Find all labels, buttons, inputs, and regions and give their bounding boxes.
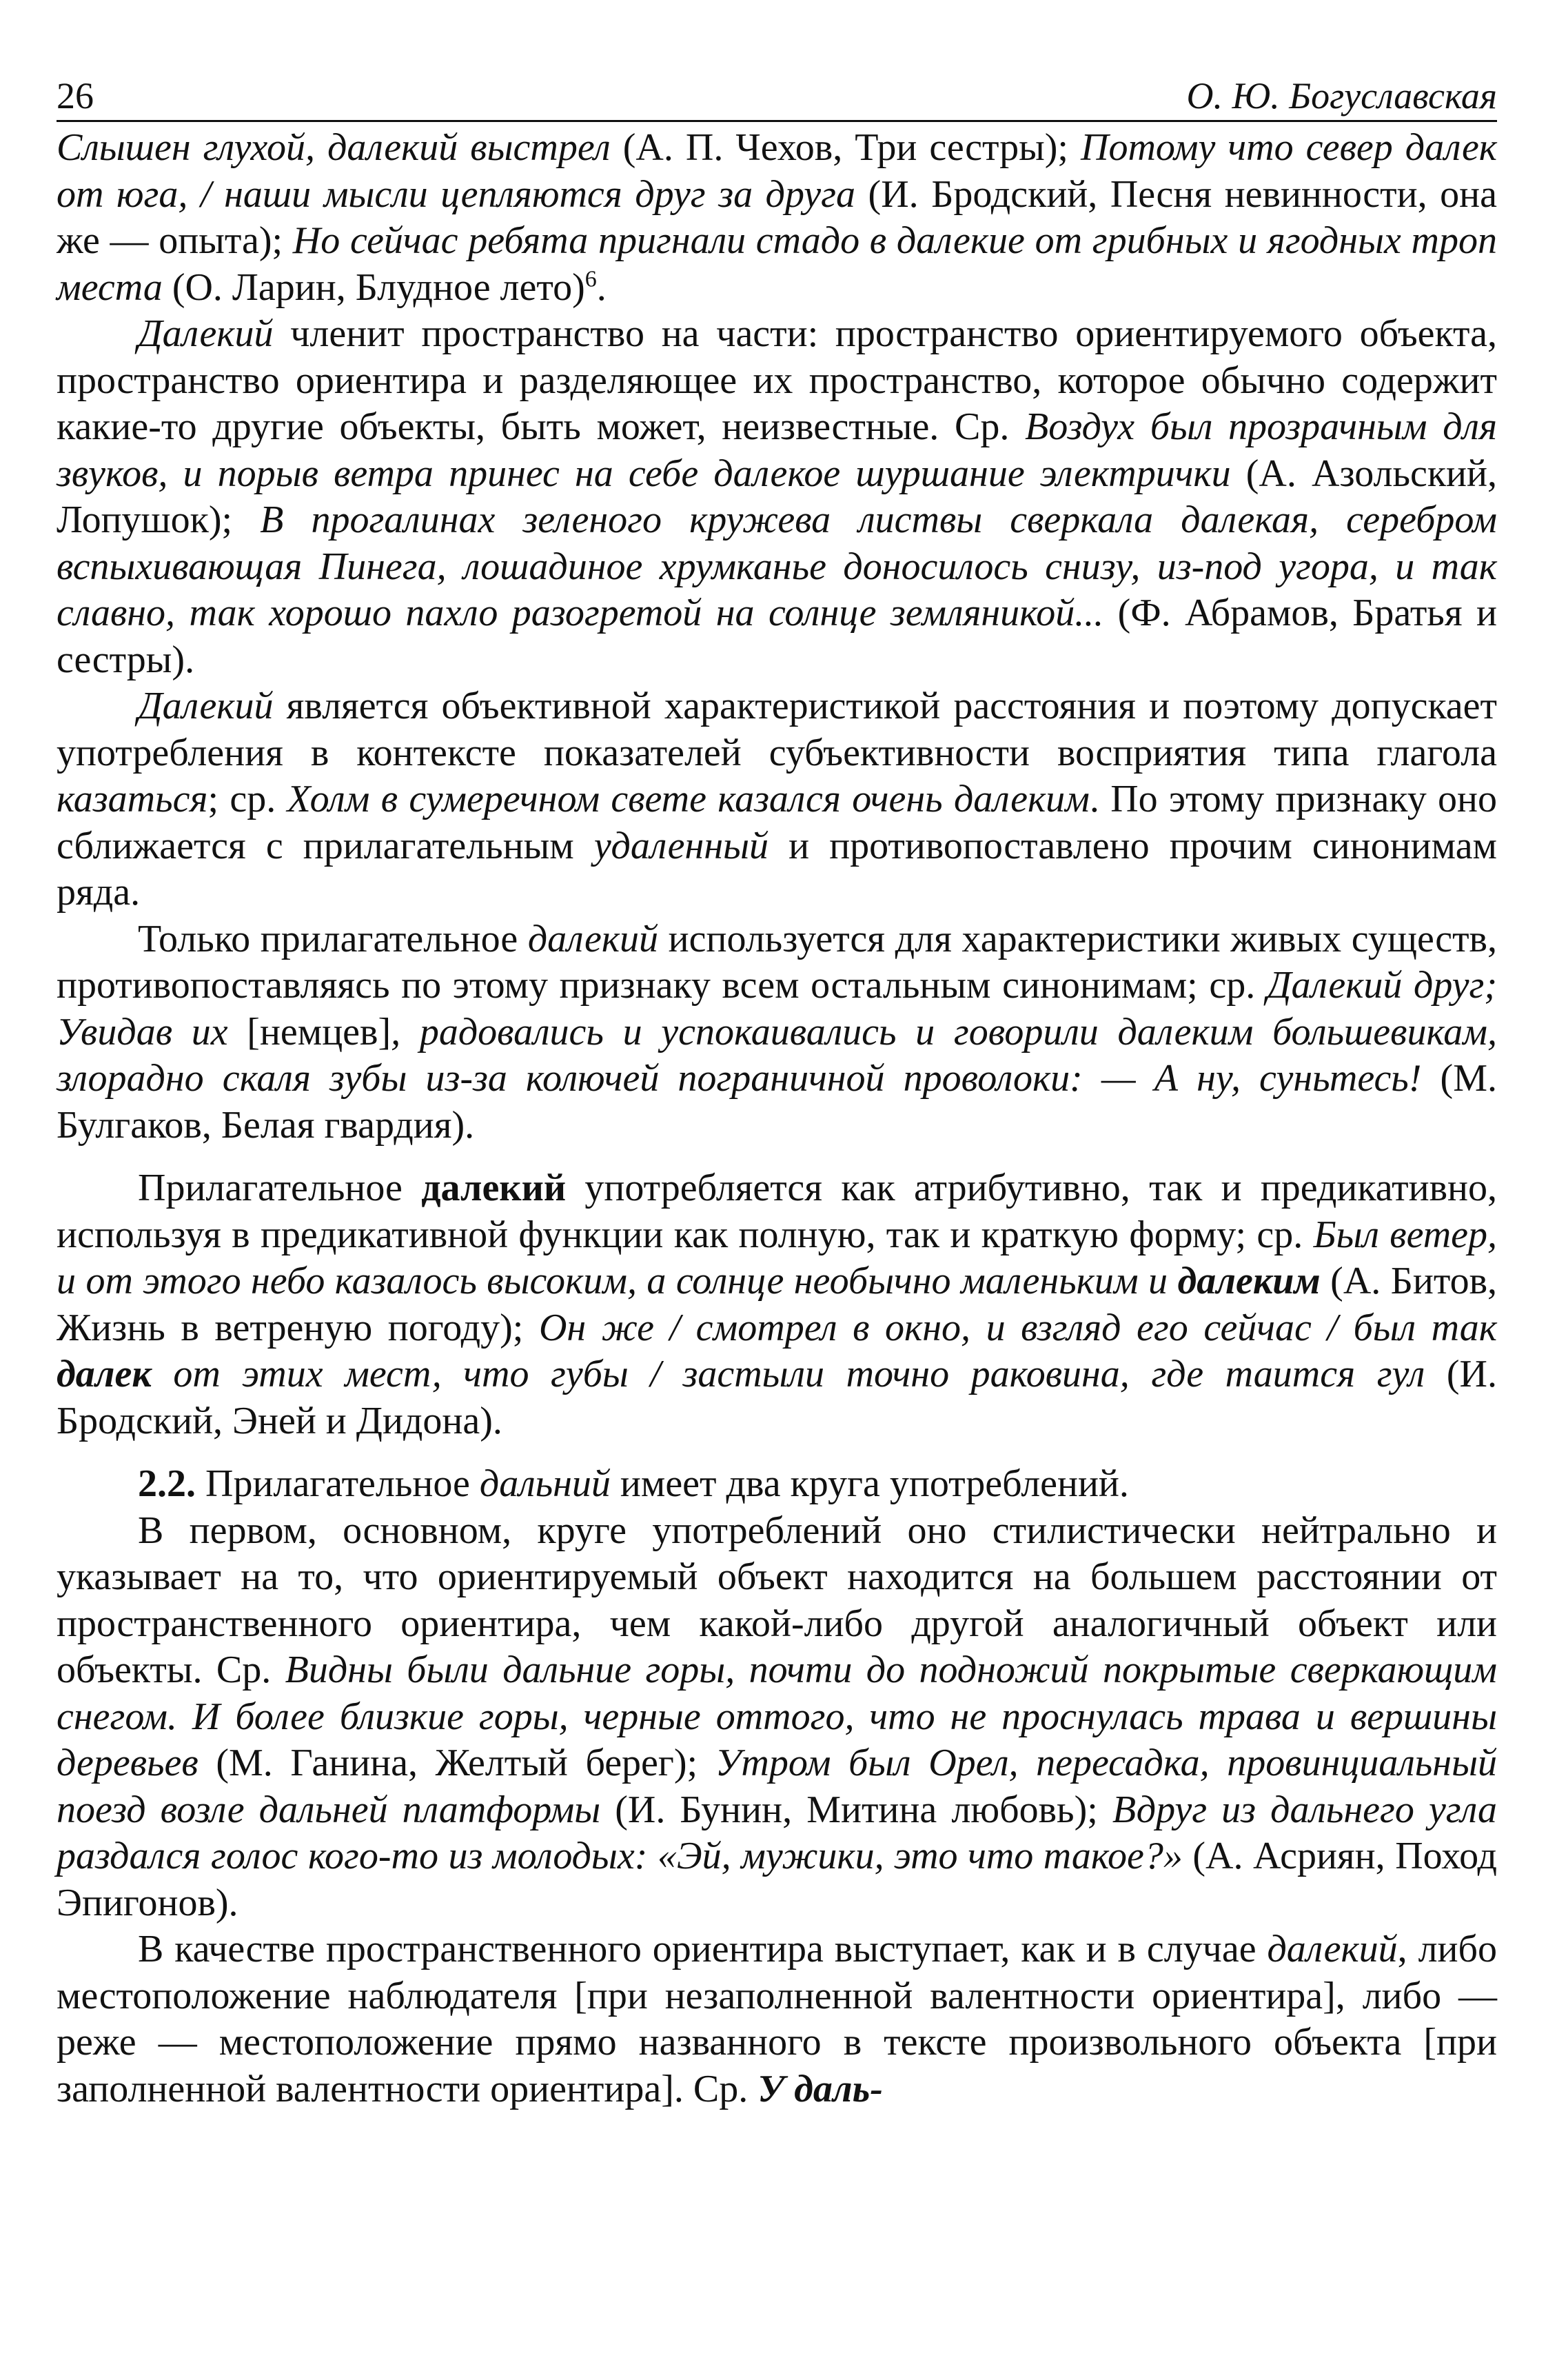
- quote: Слышен глухой, далекий выстрел: [57, 126, 611, 169]
- quote: , радовались и успокаивались и говорили далеким большевикам, злорадно скаля зубы из-за колючей пограничной проволоки: — А ну, суньтесь!: [57, 1010, 1498, 1100]
- quote: Он же / смотрел в окно, и взгляд его сейчас / был так: [538, 1306, 1497, 1349]
- citation: (М. Булгаков, Белая гвардия).: [57, 1057, 1497, 1147]
- quote: от этих мест, что губы / застыли точно раковина, где таится гул: [151, 1353, 1425, 1395]
- term: далекий: [421, 1167, 567, 1209]
- term: далекий: [527, 917, 659, 960]
- term: Далекий: [138, 312, 274, 355]
- quote: Потому что север далек от юга, / наши мысли цепляются друг за друга: [57, 126, 1497, 216]
- paragraph-8: [57, 1926, 1497, 2112]
- citation: (А. Асриян, Поход Эпигонов).: [57, 1835, 1497, 1924]
- citation: (Ф. Абрамов, Братья и сестры).: [57, 592, 1497, 681]
- text: [немцев]: [227, 1010, 391, 1053]
- quote: Утром был Орел, пересадка, провинциальный поезд возле дальней платформы: [57, 1742, 1497, 1831]
- text: и противопоставлено прочим синонимам ряда.: [57, 824, 1497, 914]
- citation: (О. Ларин, Блудное лето): [162, 265, 585, 309]
- citation: (М. Ганина, Желтый берег);: [198, 1742, 715, 1784]
- text: членит пространство на части: пространство ориентируемого объекта, пространство ориентира и разделяющее их пространство, которое обычно содержит какие-то другие объекты, быть может, неизвестные. Ср.: [57, 312, 1497, 448]
- text: Только прилагательное: [138, 917, 528, 960]
- paragraph-5: [57, 1165, 1497, 1444]
- term: далек: [57, 1353, 152, 1395]
- term: удаленный: [593, 824, 769, 867]
- text: , либо местоположение наблюдателя [при незаполненной валентности ориентира], либо — реже — местоположение прямо названного в тексте произвольного объекта [при заполненной валентности ориентира]. Ср.: [57, 1928, 1497, 2110]
- term: дальний: [479, 1462, 611, 1505]
- paragraph-2: [57, 311, 1497, 683]
- body-text: [57, 125, 1497, 2112]
- quote: В прогалинах зеленого кружева листвы сверкала далекая, серебром вспыхивающая Пинега, лошадиное хрумканье доносилось снизу, из-под угора, и так славно, так хорошо пахло разогретой на солнце земляникой...: [57, 498, 1498, 634]
- citation: (И. Бродский, Эней и Дидона).: [57, 1353, 1497, 1442]
- text: . По этому признаку оно сближается с прилагательным: [57, 778, 1497, 867]
- quote: Далекий друг; Увидав их: [57, 964, 1497, 1053]
- quote: Видны были дальние горы, почти до подножий покрытые сверкающим снегом. И более близкие горы, черные оттого, что не проснулась трава и вершины деревьев: [57, 1648, 1498, 1784]
- text: В первом, основном, круге употреблений оно стилистически нейтрально и указывает на то, что ориентируемый объект находится на большем расстоянии от пространственного ориентира, чем какой-либо другой аналогичный объект или объекты. Ср.: [57, 1509, 1497, 1691]
- footnote-marker: 6: [584, 265, 597, 292]
- text: используется для характеристики живых существ, противопоставляясь по этому признаку всем остальным синонимам; ср.: [57, 917, 1497, 1007]
- citation: (И. Бунин, Митина любовь);: [600, 1788, 1112, 1831]
- citation: (А. П. Чехов, Три сестры);: [610, 126, 1081, 169]
- text: имеет два круга употреблений.: [610, 1462, 1129, 1505]
- text: .: [596, 265, 607, 309]
- quote: Вдруг из дальнего угла раздался голос кого-то из молодых: «Эй, мужики, это что такое?»: [57, 1788, 1498, 1877]
- text: В качестве пространственного ориентира выступает, как и в случае: [138, 1928, 1268, 1970]
- quote: Но сейчас ребята пригнали стадо в далекие от грибных и ягодных троп места: [57, 219, 1497, 309]
- term: Далекий: [138, 685, 274, 727]
- text: является объективной характеристикой расстояния и поэтому допускает употребления в контексте показателей субъективности восприятия типа глагола: [57, 685, 1497, 774]
- running-head: [57, 63, 1497, 122]
- section-number: 2.2.: [138, 1462, 196, 1505]
- quote: Холм в сумеречном свете казался очень далеким: [287, 778, 1090, 820]
- citation: (А. Азольский, Лопушок);: [57, 452, 1497, 541]
- term: далеким: [1177, 1260, 1321, 1302]
- quote: У даль-: [757, 2067, 883, 2110]
- text: Прилагательное: [138, 1167, 422, 1209]
- author-name: О. Ю. Богуславская: [1186, 75, 1497, 117]
- page-number: 26: [57, 75, 94, 117]
- paragraph-1: [57, 125, 1497, 311]
- paragraph-4: [57, 916, 1497, 1149]
- text: Прилагательное: [196, 1462, 480, 1505]
- quote: Воздух был прозрачным для звуков, и порыв ветра принес на себе далекое шуршание электрички: [57, 405, 1497, 495]
- citation: (И. Бродский, Песня невинности, она же — опыта);: [57, 172, 1497, 262]
- quote: Был ветер, и от этого небо казалось высоким, а солнце необычно маленьким и: [57, 1213, 1497, 1302]
- term: далекий: [1267, 1928, 1398, 1970]
- paragraph-3: [57, 683, 1497, 916]
- text: употребляется как атрибутивно, так и предикативно, используя в предикативной функции как полную, так и краткую форму; ср.: [57, 1167, 1498, 1256]
- citation: (А. Битов, Жизнь в ветреную погоду);: [57, 1260, 1498, 1349]
- term: казаться: [57, 778, 208, 820]
- paragraph-6: [57, 1461, 1497, 1508]
- book-page: [57, 63, 1497, 2112]
- text: ; ср.: [207, 778, 287, 820]
- paragraph-7: [57, 1508, 1497, 1927]
